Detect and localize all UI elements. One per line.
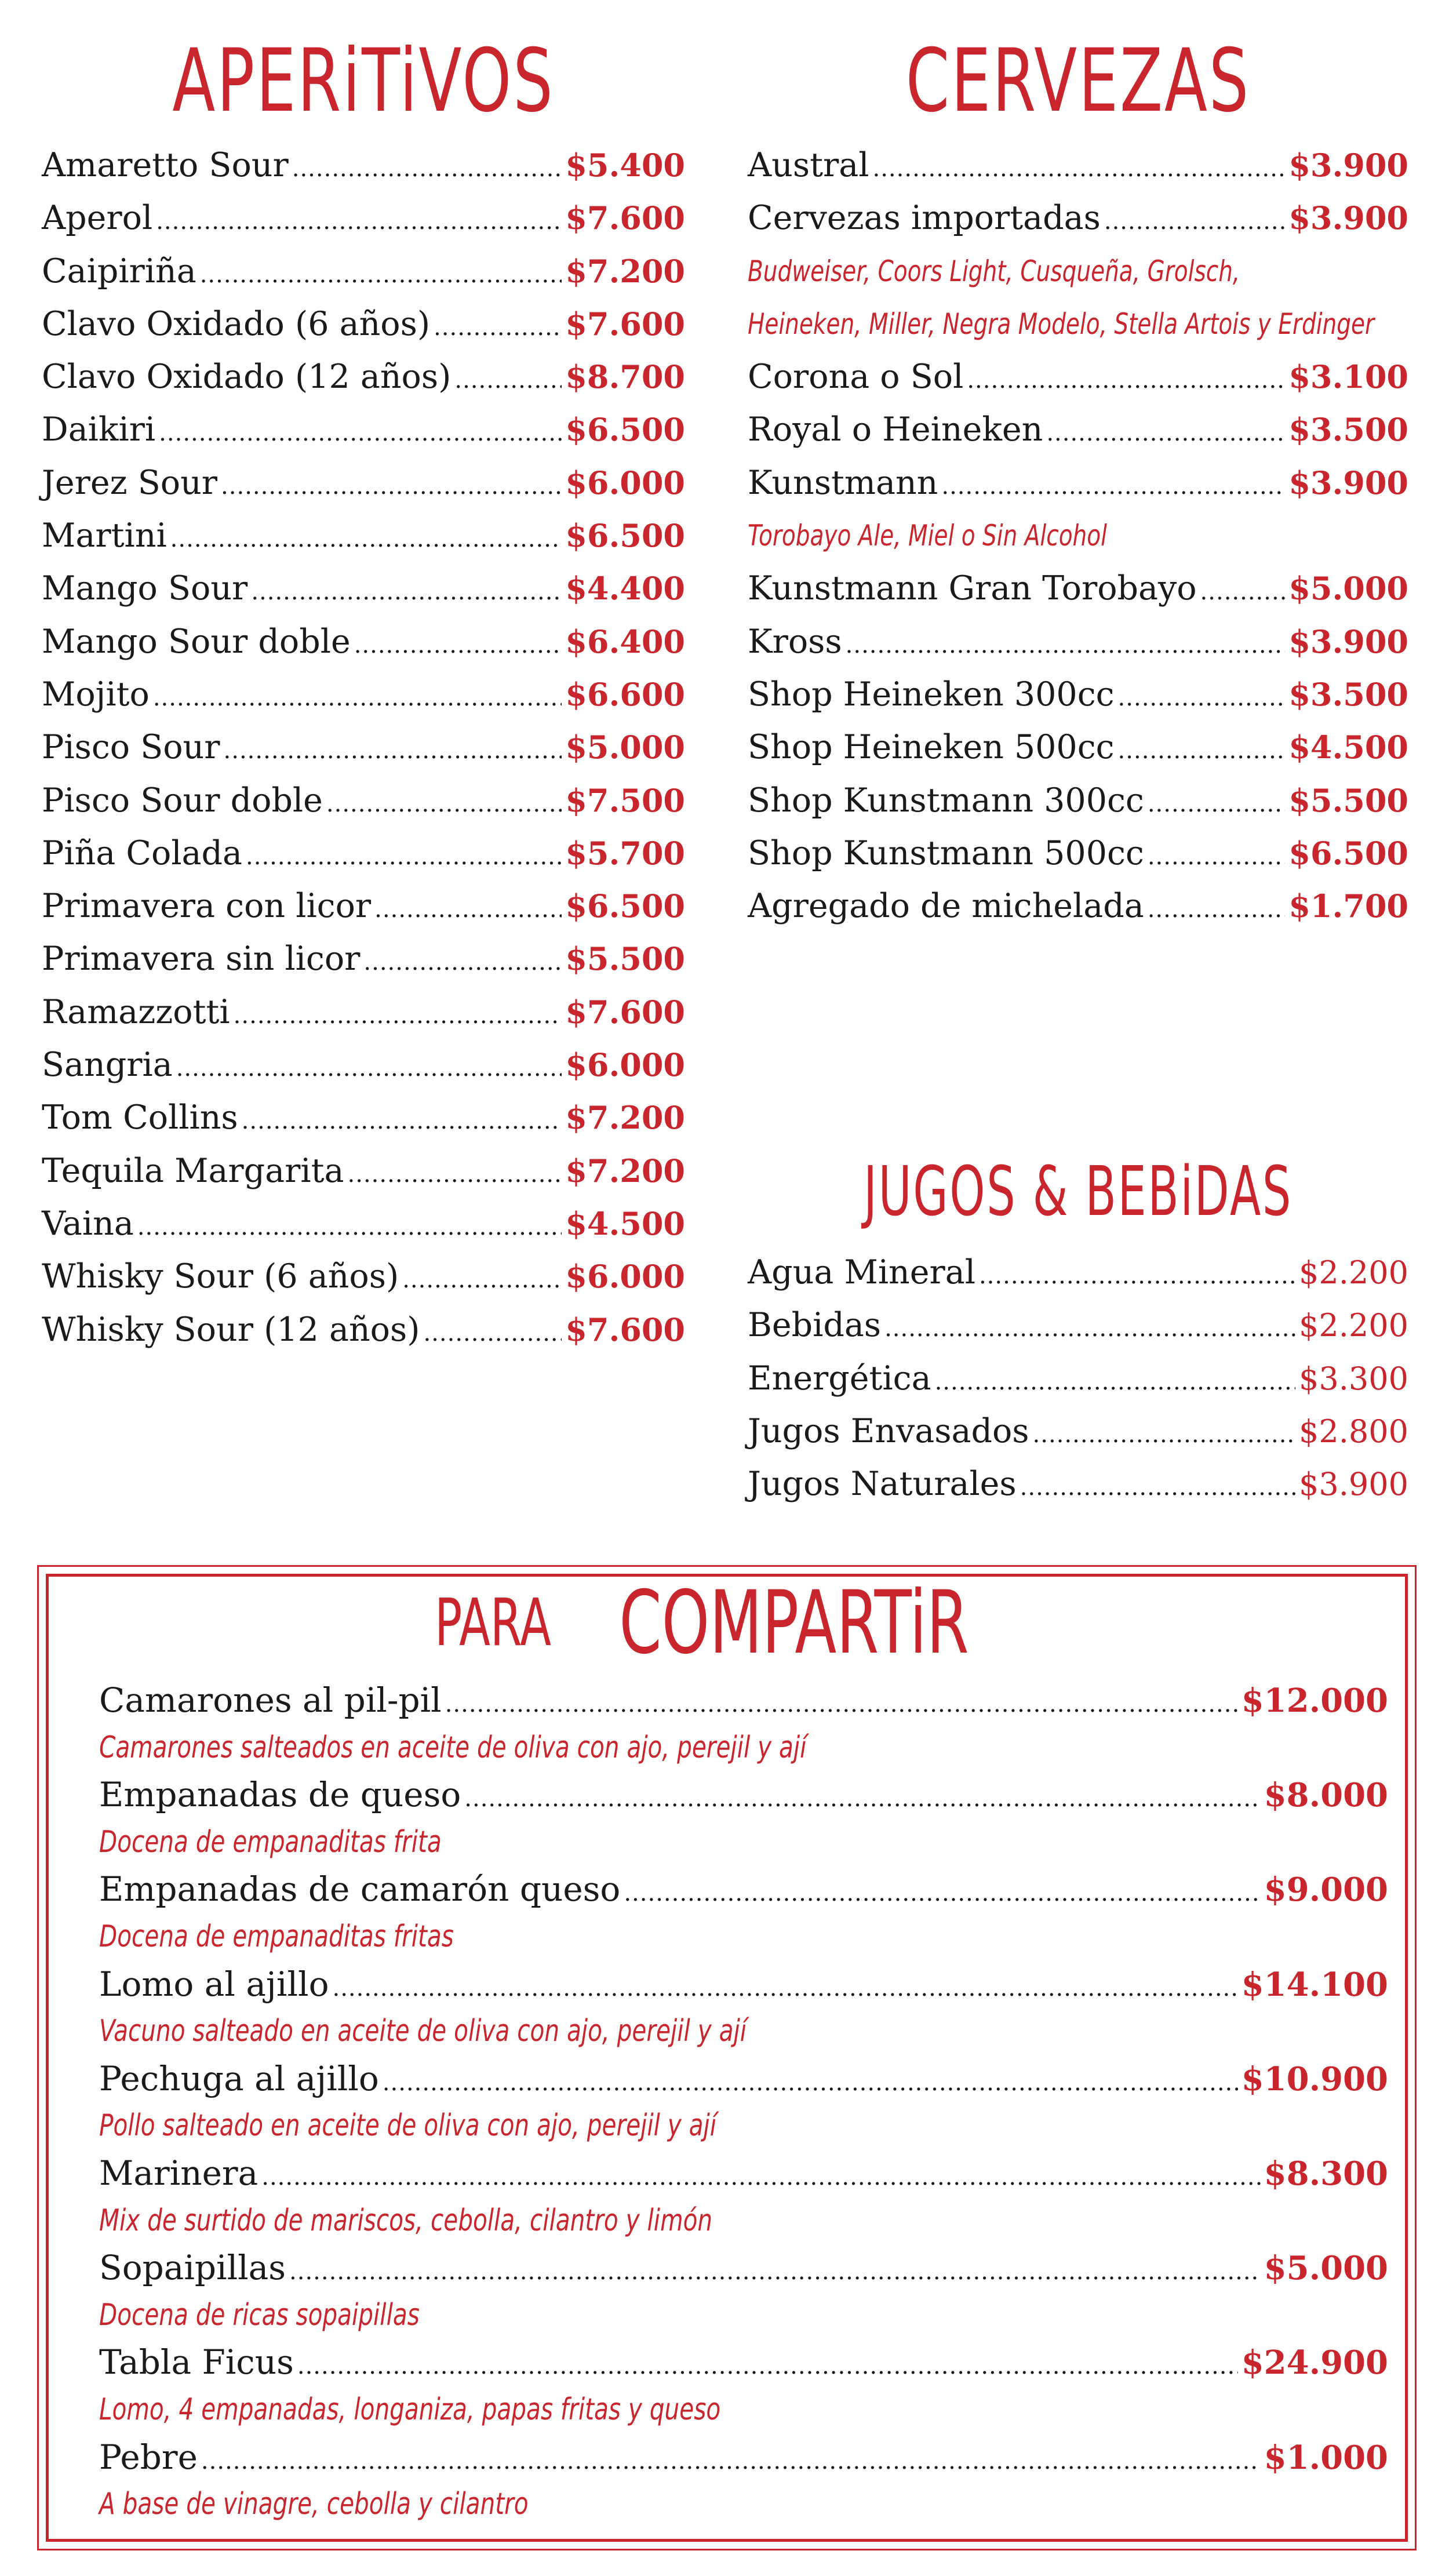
menu-item-name: Mojito bbox=[42, 675, 150, 714]
menu-item-price: $12.000 bbox=[1241, 1682, 1388, 1720]
menu-item bbox=[42, 827, 685, 880]
menu-item-price: $14.100 bbox=[1241, 1965, 1388, 2004]
dot-leader bbox=[1200, 566, 1286, 618]
dot-leader bbox=[246, 831, 562, 883]
dot-leader bbox=[261, 2154, 1260, 2202]
menu-item bbox=[42, 139, 685, 192]
menu-item-price: $3.900 bbox=[1288, 464, 1408, 501]
menu-item-price: $3.100 bbox=[1288, 358, 1408, 396]
menu-item-price: $9.000 bbox=[1264, 1871, 1388, 1909]
menu-item-price: $2.200 bbox=[1299, 1254, 1408, 1291]
menu-item-price: $1.000 bbox=[1264, 2438, 1388, 2477]
dot-leader bbox=[289, 2248, 1261, 2296]
menu-item bbox=[42, 774, 685, 827]
dot-leader bbox=[1033, 1409, 1296, 1461]
menu-item-name: Agua Mineral bbox=[748, 1253, 975, 1291]
menu-item-price: $4.400 bbox=[565, 570, 685, 607]
menu-item-name: Marinera bbox=[99, 2153, 259, 2193]
menu-item-name: Clavo Oxidado (12 años) bbox=[42, 358, 452, 396]
compartir-section bbox=[37, 1565, 1417, 2550]
menu-item-price: $7.600 bbox=[565, 199, 685, 237]
menu-item bbox=[748, 721, 1408, 774]
menu-item-price: $5.700 bbox=[565, 834, 685, 872]
menu-item-description: Lomo, 4 empanadas, longaniza, papas fritas y queso bbox=[99, 2392, 721, 2427]
dot-leader bbox=[967, 354, 1285, 407]
menu-item-name: Shop Kunstmann 500cc bbox=[748, 834, 1144, 872]
menu-item-price: $3.300 bbox=[1299, 1360, 1408, 1397]
menu-item bbox=[42, 298, 685, 351]
dot-leader bbox=[374, 883, 562, 936]
dot-leader bbox=[200, 249, 562, 301]
menu-item bbox=[99, 1961, 1388, 2009]
menu-item bbox=[99, 1771, 1388, 1819]
menu-item-price: $2.200 bbox=[1299, 1307, 1408, 1344]
menu-item-price: $4.500 bbox=[1288, 729, 1408, 766]
menu-item bbox=[42, 1039, 685, 1091]
menu-item-name: Aperol bbox=[42, 199, 153, 238]
menu-item bbox=[42, 880, 685, 933]
menu-item bbox=[99, 1677, 1388, 1724]
dot-leader bbox=[224, 725, 562, 777]
menu-item-name: Bebidas bbox=[748, 1306, 882, 1345]
menu-item-name: Mango Sour bbox=[42, 569, 248, 608]
dot-leader bbox=[979, 1250, 1295, 1302]
menu-item bbox=[99, 2339, 1388, 2386]
menu-item-name: Pechuga al ajillo bbox=[99, 2058, 379, 2098]
menu-item bbox=[99, 1866, 1388, 1913]
menu-item-price: $7.200 bbox=[565, 1099, 685, 1137]
menu-item-name: Primavera sin licor bbox=[42, 940, 361, 978]
dot-leader bbox=[423, 1307, 562, 1360]
menu-item-price: $7.200 bbox=[565, 252, 685, 290]
dot-leader bbox=[354, 619, 562, 672]
menu-item bbox=[42, 721, 685, 774]
menu-item-name: Sangria bbox=[42, 1046, 173, 1085]
menu-item-name: Energética bbox=[748, 1359, 931, 1398]
menu-item bbox=[42, 933, 685, 985]
menu-item-price: $3.500 bbox=[1288, 411, 1408, 449]
menu-item bbox=[42, 457, 685, 510]
menu-item-description: Mix de surtido de mariscos, cebolla, cilantro y limón bbox=[99, 2203, 713, 2238]
menu-item-name: Austral bbox=[748, 146, 869, 184]
dot-leader bbox=[1020, 1461, 1295, 1514]
dot-leader bbox=[234, 989, 562, 1042]
menu-item-price: $6.000 bbox=[565, 1258, 685, 1296]
dot-leader bbox=[1118, 672, 1286, 725]
jugos-title: JUGOS & BEBiDAS bbox=[864, 1151, 1293, 1231]
menu-item bbox=[748, 1246, 1408, 1299]
menu-item-price: $24.900 bbox=[1241, 2344, 1388, 2382]
menu-item-price: $1.700 bbox=[1288, 887, 1408, 925]
menu-item-name: Jugos Naturales bbox=[748, 1465, 1017, 1504]
menu-item-name: Amaretto Sour bbox=[42, 146, 289, 184]
menu-item-price: $5.000 bbox=[1264, 2249, 1388, 2288]
menu-item-name: Shop Heineken 500cc bbox=[748, 728, 1115, 767]
menu-item-price: $6.500 bbox=[1288, 834, 1408, 872]
menu-item-name: Tabla Ficus bbox=[99, 2342, 294, 2382]
menu-item bbox=[42, 403, 685, 456]
menu-item-description: Docena de empanaditas frita bbox=[99, 1824, 442, 1860]
menu-item bbox=[42, 562, 685, 615]
dot-leader bbox=[326, 778, 562, 831]
menu-item-name: Empanadas de camarón queso bbox=[99, 1869, 621, 1909]
menu-item-name: Royal o Heineken bbox=[748, 410, 1043, 449]
menu-item-price: $6.000 bbox=[565, 1046, 685, 1084]
menu-item bbox=[748, 403, 1408, 456]
dot-leader bbox=[292, 143, 562, 195]
dot-leader bbox=[434, 301, 562, 354]
menu-item-price: $6.000 bbox=[565, 464, 685, 501]
menu-item bbox=[42, 1250, 685, 1303]
dot-leader bbox=[445, 1681, 1238, 1729]
menu-item-price: $6.600 bbox=[565, 675, 685, 713]
dot-leader bbox=[1148, 883, 1286, 936]
menu-item-description: Camarones salteados en aceite de oliva con ajo, perejil y ají bbox=[99, 1730, 807, 1765]
menu-item-price: $7.500 bbox=[565, 781, 685, 819]
menu-item bbox=[748, 1352, 1408, 1405]
menu-item-price: $3.900 bbox=[1288, 147, 1408, 184]
menu-item-price: $8.000 bbox=[1264, 1776, 1388, 1815]
menu-item-name: Martini bbox=[42, 516, 167, 555]
dot-leader bbox=[624, 1870, 1260, 1918]
menu-item-name: Ramazzotti bbox=[42, 992, 230, 1031]
menu-item bbox=[748, 139, 1408, 192]
menu-item-name: Piña Colada bbox=[42, 834, 243, 872]
dot-leader bbox=[1046, 407, 1285, 460]
menu-item bbox=[42, 192, 685, 245]
menu-item-name: Lomo al ajillo bbox=[99, 1964, 329, 2004]
cervezas-section bbox=[748, 23, 1408, 933]
menu-item-name: Clavo Oxidado (6 años) bbox=[42, 304, 431, 343]
menu-item-description: Budweiser, Coors Light, Cusqueña, Grolsch, bbox=[748, 254, 1240, 288]
menu-item-price: $7.200 bbox=[565, 1152, 685, 1189]
menu-item-price: $3.500 bbox=[1288, 675, 1408, 713]
dot-leader bbox=[221, 460, 562, 513]
menu-item-price: $3.900 bbox=[1288, 623, 1408, 660]
menu-item-price: $7.600 bbox=[565, 305, 685, 343]
dot-leader bbox=[170, 513, 562, 566]
menu-item-price: $10.900 bbox=[1241, 2060, 1388, 2098]
dot-leader bbox=[363, 936, 562, 989]
jugos-section bbox=[748, 1136, 1408, 1511]
jugos-list bbox=[748, 1246, 1408, 1511]
menu-item-price: $6.500 bbox=[565, 517, 685, 555]
dot-leader bbox=[242, 1095, 562, 1148]
aperitivos-title: APERiTiVOS bbox=[172, 31, 555, 132]
dot-leader bbox=[156, 195, 562, 248]
menu-item-description: Docena de ricas sopaipillas bbox=[99, 2297, 420, 2333]
menu-item-description: Heineken, Miller, Negra Modelo, Stella Artois y Erdinger bbox=[748, 307, 1375, 341]
menu-item-name: Vaina bbox=[42, 1204, 134, 1243]
menu-item-name: Whisky Sour (6 años) bbox=[42, 1257, 399, 1296]
menu-item-name: Sopaipillas bbox=[99, 2248, 286, 2288]
menu-item-name: Jerez Sour bbox=[42, 463, 218, 502]
aperitivos-list bbox=[42, 139, 685, 1356]
dot-leader bbox=[1118, 725, 1286, 777]
menu-item-price: $3.900 bbox=[1299, 1466, 1408, 1503]
compartir-title-compartir: COMPARTiR bbox=[619, 1573, 969, 1673]
menu-item bbox=[748, 880, 1408, 933]
dot-leader bbox=[383, 2060, 1238, 2107]
menu-item bbox=[748, 192, 1408, 245]
menu-item bbox=[42, 668, 685, 721]
aperitivos-section bbox=[42, 23, 685, 1356]
menu-item bbox=[42, 351, 685, 403]
menu-item bbox=[42, 1198, 685, 1250]
menu-item-name: Tequila Margarita bbox=[42, 1151, 344, 1190]
menu-item bbox=[42, 245, 685, 298]
menu-item bbox=[99, 2434, 1388, 2482]
dot-leader bbox=[297, 2343, 1238, 2391]
menu-item bbox=[748, 351, 1408, 403]
menu-item bbox=[42, 1091, 685, 1144]
menu-item-description: A base de vinagre, cebolla y cilantro bbox=[99, 2487, 529, 2522]
dot-leader bbox=[941, 460, 1285, 513]
menu-item-name: Primavera con licor bbox=[42, 887, 372, 926]
dot-leader bbox=[332, 1965, 1237, 2013]
dot-leader bbox=[402, 1254, 562, 1307]
menu-item bbox=[748, 1299, 1408, 1352]
compartir-title bbox=[39, 1573, 1415, 1683]
menu-item-description: Vacuno salteado en aceite de oliva con ajo, perejil y ají bbox=[99, 2014, 747, 2049]
menu-item-price: $5.400 bbox=[565, 147, 685, 184]
menu-item-price: $3.900 bbox=[1288, 199, 1408, 237]
menu-item-price: $7.600 bbox=[565, 993, 685, 1031]
menu-item-description: Torobayo Ale, Miel o Sin Alcohol bbox=[748, 519, 1107, 553]
menu-item-name: Daikiri bbox=[42, 410, 156, 449]
menu-item-price: $8.300 bbox=[1264, 2154, 1388, 2193]
menu-item-description: Pollo salteado en aceite de oliva con ajo, perejil y ají bbox=[99, 2108, 717, 2144]
dot-leader bbox=[846, 619, 1286, 672]
menu-item bbox=[42, 986, 685, 1039]
menu-item-name: Kross bbox=[748, 622, 842, 661]
menu-item-name: Tom Collins bbox=[42, 1098, 238, 1137]
menu-item bbox=[748, 562, 1408, 615]
cervezas-title: CERVEZAS bbox=[905, 31, 1251, 132]
menu-item bbox=[42, 1304, 685, 1356]
menu-item bbox=[748, 1458, 1408, 1511]
menu-item bbox=[42, 616, 685, 668]
menu-item-name: Mango Sour doble bbox=[42, 622, 351, 661]
dot-leader bbox=[159, 407, 562, 460]
menu-item bbox=[42, 510, 685, 562]
menu-item-price: $5.000 bbox=[1288, 570, 1408, 607]
menu-item-price: $4.500 bbox=[565, 1205, 685, 1242]
compartir-list bbox=[99, 1677, 1388, 2528]
menu-item-price: $2.800 bbox=[1299, 1413, 1408, 1450]
menu-item-price: $5.000 bbox=[565, 729, 685, 766]
menu-item-name: Camarones al pil-pil bbox=[99, 1680, 442, 1720]
menu-item-price: $8.700 bbox=[565, 358, 685, 396]
dot-leader bbox=[176, 1042, 562, 1095]
dot-leader bbox=[348, 1148, 562, 1201]
menu-item-name: Agregado de michelada bbox=[748, 887, 1144, 926]
menu-item-name: Whisky Sour (12 años) bbox=[42, 1310, 420, 1349]
cervezas-list bbox=[748, 139, 1408, 933]
dot-leader bbox=[884, 1302, 1295, 1355]
dot-leader bbox=[935, 1356, 1295, 1409]
menu-item-name: Corona o Sol bbox=[748, 358, 964, 396]
dot-leader bbox=[873, 143, 1286, 195]
dot-leader bbox=[454, 354, 562, 407]
menu-item-price: $7.600 bbox=[565, 1311, 685, 1348]
dot-leader bbox=[1148, 831, 1286, 883]
menu-item bbox=[748, 1405, 1408, 1458]
menu-item-name: Pisco Sour bbox=[42, 728, 220, 767]
menu-item bbox=[99, 2055, 1388, 2103]
dot-leader bbox=[1104, 195, 1285, 248]
menu-item-name: Shop Heineken 300cc bbox=[748, 675, 1115, 714]
dot-leader bbox=[1148, 778, 1286, 831]
dot-leader bbox=[153, 672, 562, 725]
menu-item bbox=[99, 2244, 1388, 2292]
menu-item-name: Pisco Sour doble bbox=[42, 781, 323, 820]
dot-leader bbox=[251, 566, 562, 618]
dot-leader bbox=[137, 1201, 562, 1254]
compartir-title-para: PARA bbox=[435, 1585, 551, 1661]
menu-item bbox=[748, 774, 1408, 827]
menu-item bbox=[42, 1145, 685, 1198]
dot-leader bbox=[464, 1775, 1260, 1823]
menu-item bbox=[748, 668, 1408, 721]
menu-item-name: Jugos Envasados bbox=[748, 1411, 1029, 1450]
menu-item bbox=[748, 457, 1408, 510]
menu-item-name: Shop Kunstmann 300cc bbox=[748, 781, 1144, 820]
menu-item-name: Empanadas de queso bbox=[99, 1775, 461, 1815]
menu-item bbox=[99, 2150, 1388, 2197]
menu-item-name: Cervezas importadas bbox=[748, 199, 1101, 238]
menu-item-price: $6.500 bbox=[565, 887, 685, 925]
menu-item bbox=[748, 616, 1408, 668]
menu-item-description: Docena de empanaditas fritas bbox=[99, 1919, 454, 1954]
menu-item-name: Pebre bbox=[99, 2437, 198, 2477]
menu-item-price: $6.400 bbox=[565, 623, 685, 660]
menu-item-price: $5.500 bbox=[565, 940, 685, 978]
menu-item bbox=[748, 827, 1408, 880]
menu-item-name: Caipiriña bbox=[42, 252, 196, 290]
dot-leader bbox=[201, 2438, 1261, 2486]
menu-item-name: Kunstmann bbox=[748, 463, 938, 502]
menu-item-name: Kunstmann Gran Torobayo bbox=[748, 569, 1197, 608]
menu-item-price: $6.500 bbox=[565, 411, 685, 449]
menu-item-price: $5.500 bbox=[1288, 781, 1408, 819]
